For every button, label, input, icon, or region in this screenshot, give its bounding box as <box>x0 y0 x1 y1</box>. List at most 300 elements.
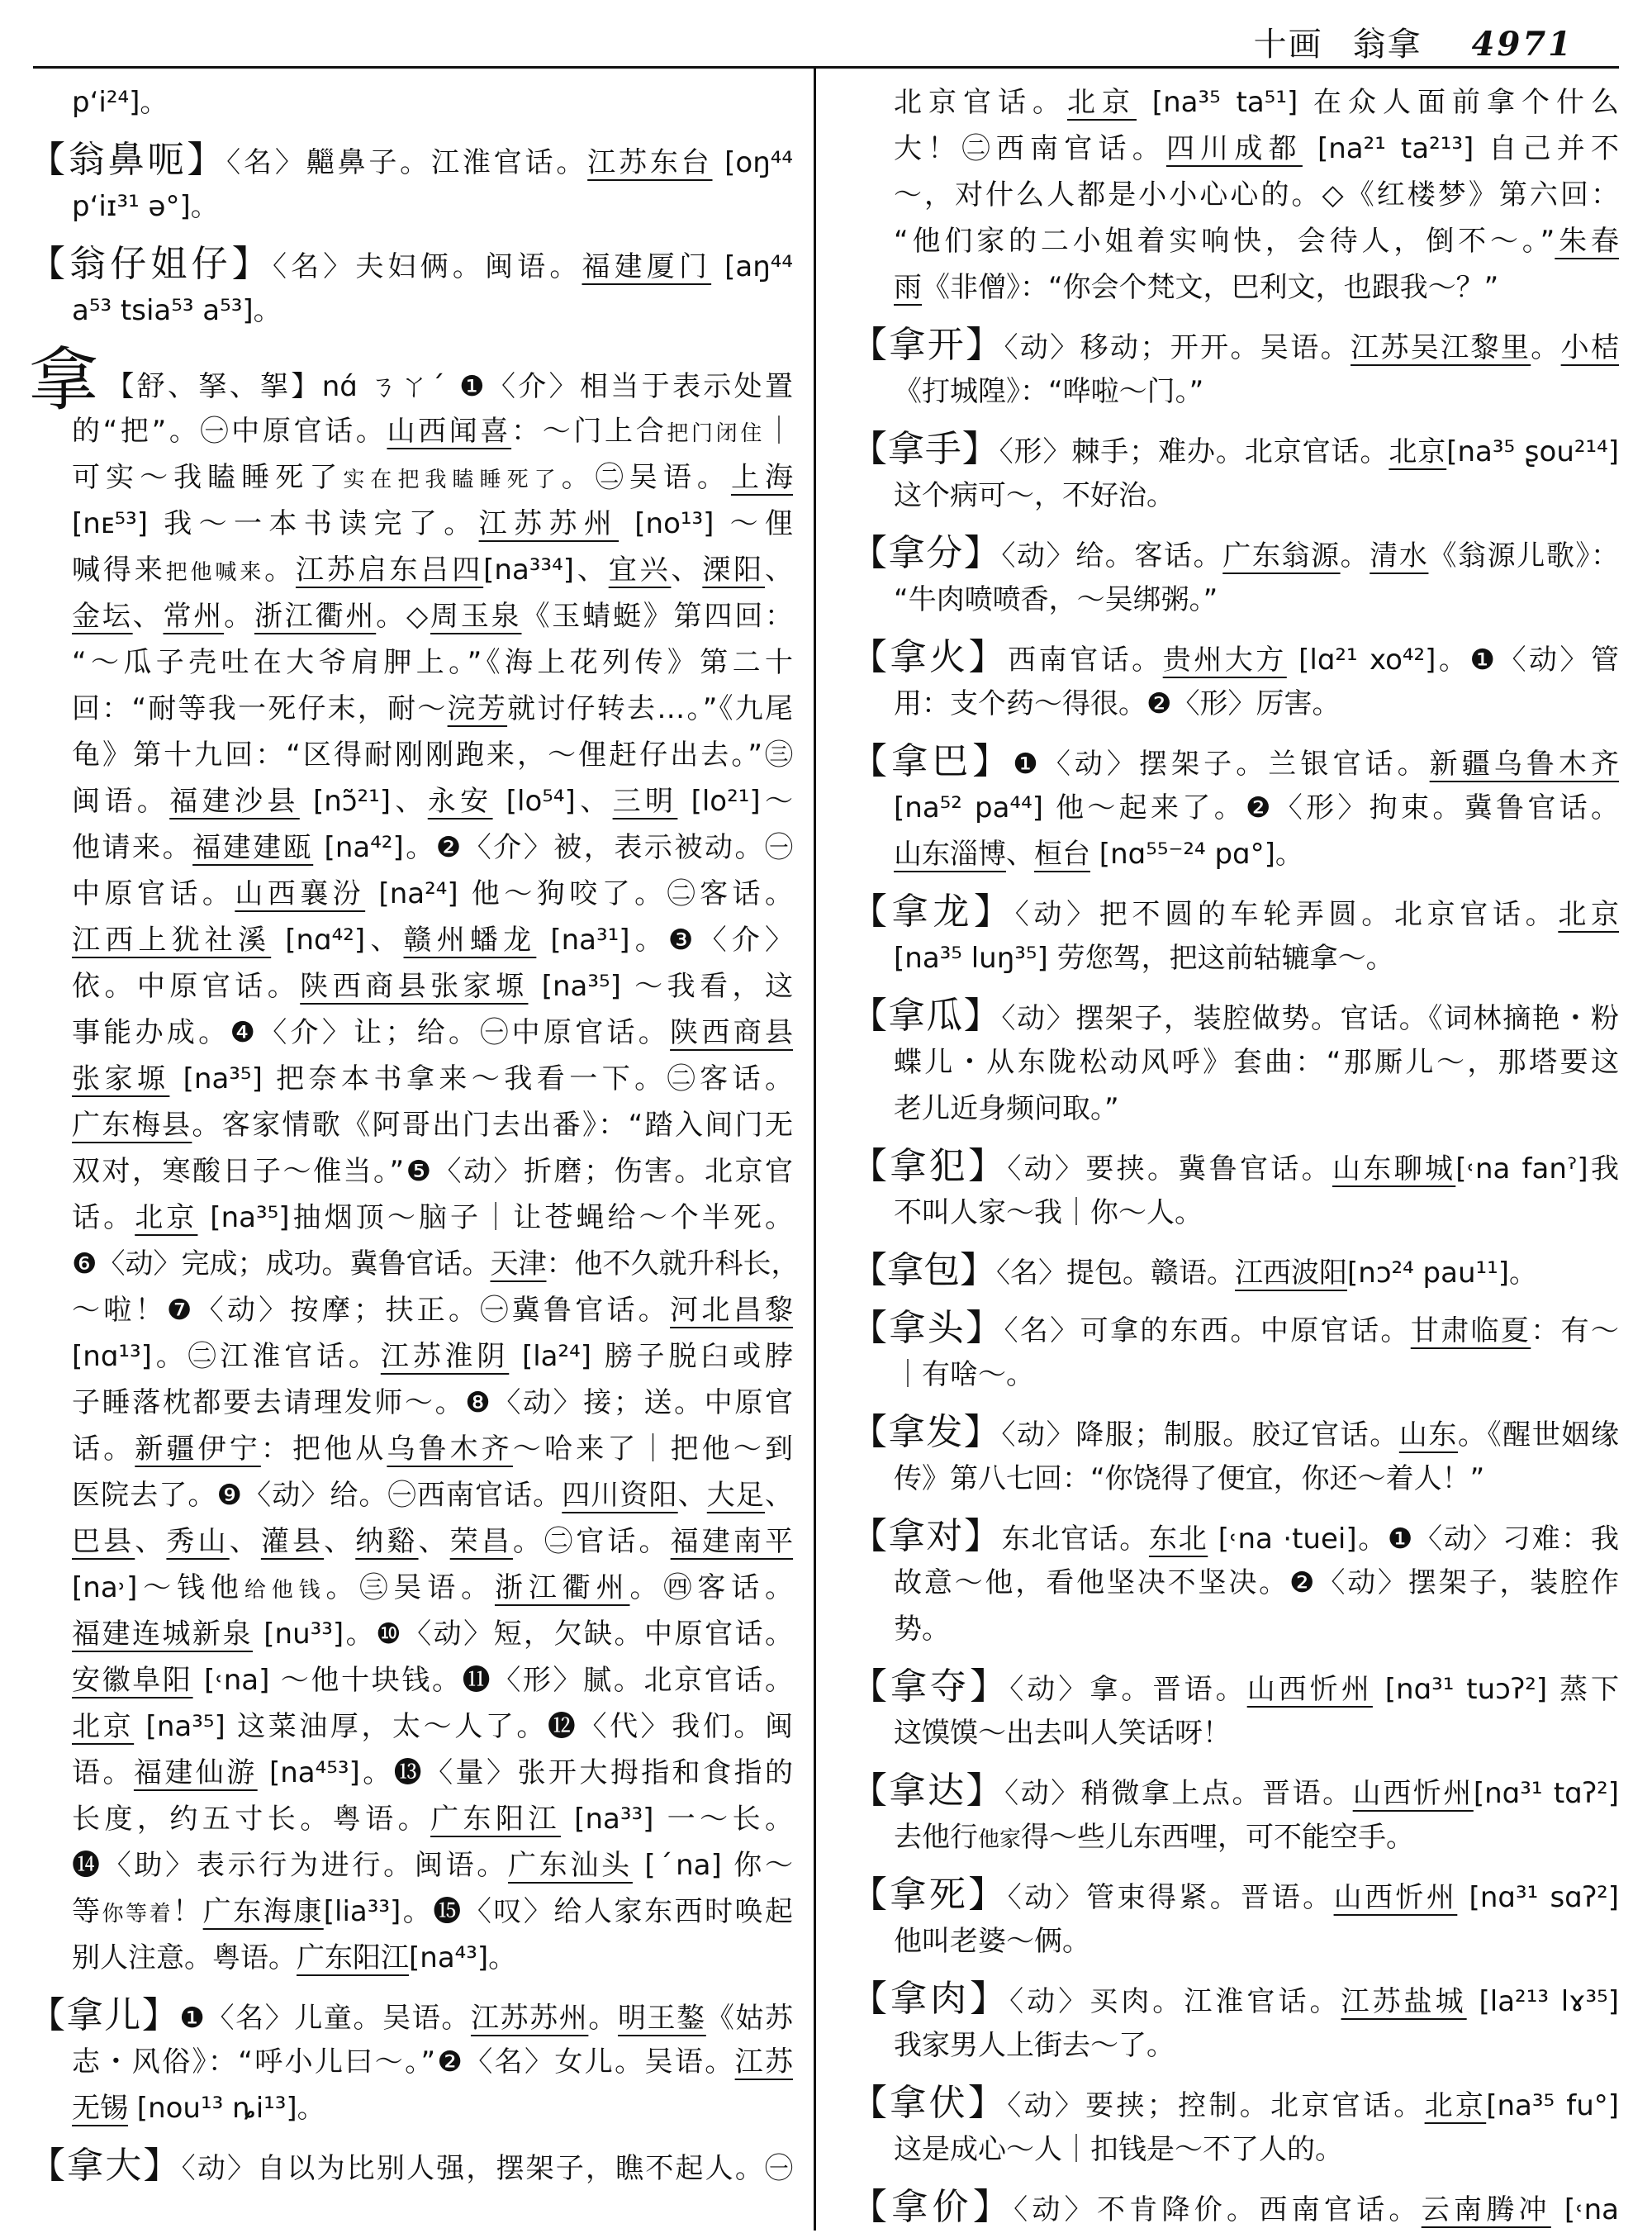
place-name: 溧阳 <box>702 553 766 587</box>
text-segment: 《姑苏 <box>705 2002 794 2035</box>
place-name: 山东 <box>1398 1418 1459 1451</box>
dictionary-entry <box>851 993 1619 1132</box>
text-segment: 子睡落枕都要去请理发师～。❽〈动〉接；送。中原官 <box>72 1386 793 1419</box>
text-segment: 的“把”。㊀中原官话。 <box>72 415 387 448</box>
text-segment: 他叫老婆～俩。 <box>894 1925 1090 1958</box>
text-segment: ❶〈动〉摆架子。兰银官话。 <box>1013 748 1430 781</box>
text-segment: 话。 <box>72 1432 135 1466</box>
entry-line <box>851 126 1619 172</box>
entry-line <box>29 1241 800 1287</box>
text-segment: ～，对什么人都是小小心心的。◇《红楼梦》第六回： <box>894 178 1619 211</box>
place-name: 明王鏊 <box>617 2002 706 2035</box>
text-segment: 〈动〉要挟；控制。北京官话。 <box>1007 2089 1425 2122</box>
text-segment: 《翁源儿歌》： <box>1428 539 1620 573</box>
place-name: 江苏盐城 <box>1341 1985 1467 2018</box>
entry-line <box>29 1750 793 1796</box>
text-segment: 。◇ <box>376 600 431 633</box>
entry-line <box>29 1518 793 1565</box>
text-segment: 去他行 <box>894 1821 978 1854</box>
place-name: 江西上犹社溪 <box>72 924 272 957</box>
entry-line <box>851 264 1619 311</box>
text-segment: 龟》第十九回：“区得耐刚刚跑来，～俚赶仔出去。”㊂ <box>72 739 793 772</box>
entry-line <box>29 639 793 686</box>
place-name: 河北昌黎 <box>670 1294 793 1327</box>
dictionary-entry <box>29 2143 793 2189</box>
entry-line <box>851 2184 1619 2231</box>
text-segment: [oŋ⁴⁴ <box>712 146 794 179</box>
place-name: 广东阳江 <box>297 1941 409 1974</box>
headword: 【拿肉】 <box>851 1978 1010 2020</box>
stroke-count-label: 十画 <box>1253 26 1323 64</box>
text-segment: “他们家的二小姐着实响快，会待人，倒不～。” <box>894 225 1555 258</box>
text-segment: 【舒、拏、挐】nɑ́ ㄋㄚˊ ❶〈介〉相当于表示处置 <box>106 370 793 403</box>
place-name: 福建仙游 <box>133 1756 258 1789</box>
entry-line <box>29 1056 793 1102</box>
headword: 【拿瓜】 <box>851 995 1002 1037</box>
headword: 【拿夺】 <box>851 1665 1010 1708</box>
place-name: 纳谿 <box>355 1525 419 1558</box>
text-segment: 这是成心～人｜扣钱是～不了人的。 <box>894 2133 1343 2166</box>
place-name: 山东聊城 <box>1332 1152 1456 1185</box>
entry-line <box>29 2085 793 2131</box>
dictionary-entry <box>851 634 1619 727</box>
place-name: 巴县 <box>72 1525 135 1558</box>
place-name: 山西襄汾 <box>235 877 366 910</box>
place-name: 福建南平 <box>670 1525 794 1558</box>
text-segment: 喊得来 <box>72 553 166 587</box>
place-name: 新疆伊宁 <box>135 1432 261 1466</box>
text-segment: 〈动〉管束得紧。晋语。 <box>1007 1881 1334 1914</box>
entry-line <box>851 322 1619 368</box>
place-name: 江苏 <box>734 2045 793 2079</box>
text-segment: ：他不久就升科长， <box>546 1247 800 1280</box>
text-segment: 〈动〉自以为比别人强，摆架子，瞧不起人。㊀ <box>181 2152 794 2185</box>
place-name: 周玉泉 <box>430 600 522 633</box>
headword: 【拿对】 <box>851 1515 1002 1557</box>
place-name: 广东汕头 <box>508 1849 633 1882</box>
entry-line <box>29 454 793 501</box>
place-name: 福建建瓯 <box>192 831 314 864</box>
place-name: 秀山 <box>166 1525 230 1558</box>
place-name: 江苏苏州 <box>478 507 620 540</box>
text-segment: [nu³³]。❿〈动〉短，欠缺。中原官话。 <box>252 1618 793 1651</box>
text-segment: 依。中原官话。 <box>72 970 301 1003</box>
place-name: 山西忻州 <box>1246 1673 1373 1706</box>
entry-line <box>29 593 793 639</box>
text-segment: [aŋ⁴⁴ <box>711 250 793 283</box>
entry-line <box>851 681 1619 727</box>
place-name: 清水 <box>1370 539 1429 573</box>
text-segment: 。客家情歌《阿哥出门去出番》：“踏入间门无 <box>192 1109 793 1142</box>
text-segment: 。 <box>264 553 296 587</box>
text-segment: [na³⁵] 把奈本书拿来～我看一下。㊁客话。 <box>169 1062 794 1095</box>
entry-line <box>851 1513 1619 1560</box>
place-name: 广东梅县 <box>72 1109 192 1142</box>
entry-line <box>851 1352 1619 1398</box>
dictionary-entry <box>29 340 800 1981</box>
text-segment: 。 <box>1340 539 1370 573</box>
text-segment: 、 <box>229 1525 261 1558</box>
place-name: 四川资阳 <box>562 1479 678 1512</box>
text-segment: 话。 <box>72 1201 135 1234</box>
text-segment: ｜有啥～。 <box>894 1358 1034 1391</box>
entry-line <box>851 935 1619 981</box>
text-segment: [na⁵² pa⁴⁴] 他～起来了。❷〈形〉拘束。冀鲁官话。 <box>894 791 1619 824</box>
text-segment: 这馍馍～出去叫人笑话呀！ <box>894 1717 1231 1750</box>
text-segment: [na²⁴] 他～狗咬了。㊁客话。 <box>365 877 794 910</box>
place-name: 北京 <box>135 1201 198 1234</box>
place-name: 江苏苏州 <box>470 2002 589 2035</box>
entry-line <box>851 1768 1619 1814</box>
gloss: 实在把我瞌睡死了 <box>343 468 562 492</box>
headword: 【拿达】 <box>851 1770 1005 1812</box>
entry-line <box>29 732 793 778</box>
entry-line <box>851 1606 1619 1652</box>
text-segment: [lɑ²¹ xo⁴²]。❶〈动〉管 <box>1286 644 1620 677</box>
entry-line <box>29 287 793 334</box>
place-name: 福建连城新泉 <box>72 1618 253 1651</box>
entry-line <box>29 137 793 183</box>
text-segment: [nᴇ⁵³] 我～一本书读完了。 <box>72 507 479 540</box>
text-segment: [lo²¹]～ <box>677 785 794 818</box>
place-name: 金坛 <box>72 600 133 633</box>
text-segment: 〈动〉不肯降价。西南官话。 <box>1014 2193 1422 2226</box>
entry-line <box>851 1039 1619 1086</box>
text-segment: [la²¹³ lɤ³⁵] <box>1466 1985 1620 2018</box>
entry-line <box>851 831 1619 877</box>
text-segment: 、 <box>132 600 164 633</box>
headword: 【拿发】 <box>851 1411 1002 1453</box>
entry-line <box>29 1148 793 1195</box>
right-column <box>851 79 1619 2231</box>
place-name: 赣州蟠龙 <box>403 924 537 957</box>
text-segment: [na˒]～钱他 <box>72 1571 244 1604</box>
text-segment: [na²¹ ta²¹³] 自己并不 <box>1302 132 1620 165</box>
headword: 【拿分】 <box>851 532 1002 574</box>
left-column <box>29 79 800 2189</box>
entry-line <box>851 889 1619 935</box>
place-name: 广东翁源 <box>1222 539 1341 573</box>
text-segment: 这个病可～，不好治。 <box>894 479 1175 512</box>
text-segment: 〈动〉买肉。江淮官话。 <box>1009 1985 1341 2018</box>
entry-line <box>29 2039 793 2085</box>
text-segment: 。㊂吴语。 <box>325 1571 495 1604</box>
entry-line <box>29 917 793 963</box>
place-name: 北京 <box>1389 435 1447 468</box>
place-name: 三明 <box>612 785 678 818</box>
place-name: 张家塬 <box>72 1062 170 1095</box>
gloss: 把门闭住 <box>667 421 765 446</box>
text-segment: 。《醒世姻缘 <box>1458 1418 1620 1451</box>
text-segment: “～瓜子壳吐在大爷肩胛上。”《海上花列传》第二十 <box>72 646 793 679</box>
text-segment: [˓na <box>1550 2193 1620 2226</box>
text-segment: 双对，寒酸日子～倠当。”❺〈动〉折磨；伤害。北京官 <box>72 1155 793 1188</box>
place-name: 桓台 <box>1034 838 1090 871</box>
place-name: 上海 <box>730 461 793 494</box>
text-segment: 。㊁吴语。 <box>561 461 731 494</box>
place-name: 大足 <box>706 1479 766 1512</box>
dictionary-entry <box>851 1513 1619 1652</box>
text-segment: 我家男人上街去～了。 <box>894 2029 1175 2062</box>
entry-line <box>851 172 1619 218</box>
headword: 【翁鼻呃】 <box>29 139 227 181</box>
entry-line <box>851 1664 1619 1710</box>
text-segment: 可实～我瞌睡死了 <box>72 461 344 494</box>
text-segment: 〈动〉稍微拿上点。晋语。 <box>1004 1777 1353 1810</box>
place-name: 四川成都 <box>1165 132 1303 165</box>
place-name: 江西波阳 <box>1235 1257 1347 1290</box>
column-divider <box>814 68 816 2231</box>
text-segment: 他请来。 <box>72 831 193 864</box>
entry-line <box>29 1565 793 1611</box>
place-name: 常州 <box>163 600 225 633</box>
entry-line <box>851 1143 1619 1190</box>
gloss: 给他钱 <box>244 1578 326 1603</box>
dictionary-entry <box>851 1872 1619 1965</box>
place-name: 天津 <box>490 1247 547 1280</box>
text-segment: ～啦！❼〈动〉按摩；扶正。㊀冀鲁官话。 <box>72 1294 671 1327</box>
text-segment: [nɔ̃²¹]、 <box>299 785 428 818</box>
entry-line <box>851 368 1619 415</box>
text-segment: [na³³⁴]、 <box>483 553 609 587</box>
text-segment: 〈名〉可拿的东西。中原官话。 <box>1004 1314 1411 1347</box>
text-segment: [˓na ·tuei]。❶〈动〉刁难：我 <box>1208 1523 1620 1556</box>
dictionary-entry <box>851 889 1619 981</box>
place-name: 甘肃临夏 <box>1410 1314 1531 1347</box>
dictionary-entry <box>851 530 1619 623</box>
entry-line <box>29 686 793 732</box>
entry-line <box>851 426 1619 473</box>
text-segment: 。 <box>1531 331 1561 364</box>
dictionary-entry <box>29 137 793 230</box>
text-segment: 势。 <box>894 1613 950 1646</box>
place-name: 东北 <box>1148 1523 1208 1556</box>
text-segment: 〈动〉移动；开开。吴语。 <box>1004 331 1351 364</box>
place-name: 永安 <box>427 785 493 818</box>
text-segment: 。㊁官话。 <box>512 1525 671 1558</box>
entry-line <box>851 993 1619 1039</box>
place-name: 北京 <box>1067 86 1137 119</box>
text-segment: [na³⁵ fu°] <box>1486 2089 1620 2122</box>
entry-line <box>851 2080 1619 2126</box>
text-segment: 。㊃客话。 <box>629 1571 794 1604</box>
text-segment: 老儿近身频问取。” <box>894 1092 1119 1125</box>
entry-line <box>29 547 793 593</box>
text-segment: [na³⁵] 这菜油厚，太～人了。⓬〈代〉我们。闽 <box>134 1710 793 1743</box>
text-segment: 传》第八七回：“你饶得了便宜，你还～着人！” <box>894 1462 1485 1495</box>
place-name: 江苏启东吕四 <box>295 553 484 587</box>
entry-line <box>29 340 793 420</box>
entry-line <box>29 1657 793 1703</box>
text-segment: 〈动〉要挟。冀鲁官话。 <box>1007 1152 1332 1185</box>
place-name: 福建沙县 <box>169 785 300 818</box>
entry-line <box>29 824 793 871</box>
entry-line <box>851 739 1619 785</box>
text-segment: 长度，约五寸长。粤语。 <box>72 1803 431 1836</box>
entry-line <box>29 1611 793 1657</box>
entry-line <box>29 2143 793 2189</box>
text-segment: p‘i²⁴]。 <box>72 86 169 119</box>
text-segment: [na⁴²]。❷〈介〉被，表示被动。㊀ <box>313 831 794 864</box>
entry-line <box>851 1409 1619 1456</box>
entry-line <box>29 1889 793 1935</box>
entry-line <box>851 79 1619 126</box>
place-name: 雨 <box>894 271 922 304</box>
dictionary-entry <box>851 79 1619 311</box>
text-segment: ！ <box>173 1895 203 1928</box>
entry-line <box>29 1102 793 1148</box>
place-name: 云南腾冲 <box>1421 2193 1551 2226</box>
entry-line <box>851 1814 1619 1860</box>
place-name: 北京 <box>1424 2089 1487 2122</box>
headword: 【拿火】 <box>851 636 1009 678</box>
entry-line <box>29 241 793 287</box>
entry-line <box>29 1380 793 1426</box>
entry-line <box>851 577 1619 623</box>
text-segment: ❻〈动〉完成；成功。冀鲁官话。 <box>72 1247 491 1280</box>
text-segment: 故意～他，看他坚决不坚决。❷〈动〉摆架子，装腔作 <box>894 1566 1619 1599</box>
text-segment: 。 <box>224 600 254 633</box>
text-segment: [˓na] ～他十块钱。⓫〈形〉腻。北京官话。 <box>192 1664 793 1697</box>
headword: 【翁仔姐仔】 <box>29 243 273 285</box>
text-segment: [lia³³]。⓯〈叹〉给人家东西时唤起 <box>323 1895 794 1928</box>
text-segment: 别人注意。粤语。 <box>72 1941 297 1974</box>
text-segment: a⁵³ tsia⁵³ a⁵³]。 <box>72 294 282 327</box>
place-name: 宜兴 <box>608 553 672 587</box>
text-segment: [nɔ²⁴ pau¹¹]。 <box>1347 1257 1538 1290</box>
text-segment: 、 <box>677 1479 707 1512</box>
text-segment: [na³³] 一～长。 <box>560 1803 793 1836</box>
text-segment: 、 <box>135 1525 167 1558</box>
entry-line <box>29 501 793 547</box>
headword: 【拿死】 <box>851 1874 1008 1916</box>
text-segment: 闽语。 <box>72 785 170 818</box>
text-segment: 志・风俗》：“呼小儿曰～。”❷〈名〉女儿。吴语。 <box>72 2045 735 2079</box>
entry-line <box>851 2126 1619 2173</box>
entry-line <box>851 1976 1619 2022</box>
text-segment: [˓na fanˀ]我 <box>1455 1152 1620 1185</box>
text-segment: 〈名〉齆鼻子。江淮官话。 <box>226 146 588 179</box>
entry-line <box>851 1247 1619 1294</box>
text-segment: 《打城隍》：“哗啦～门。” <box>894 375 1204 408</box>
dictionary-entry <box>851 1768 1619 1860</box>
text-segment: 回：“耐等我一死仔末，耐～ <box>72 692 448 725</box>
entry-line <box>29 963 793 1010</box>
entry-line <box>851 1190 1619 1236</box>
entry-line <box>29 871 793 917</box>
headword-range: 翁拿 <box>1352 26 1422 64</box>
text-segment: [nɑ¹³]。㊁江淮官话。 <box>72 1340 381 1373</box>
dictionary-entry <box>29 241 793 334</box>
entry-line <box>29 1703 793 1750</box>
text-segment: ：有～ <box>1531 1314 1619 1347</box>
entry-line <box>29 408 793 454</box>
place-name: 小桔 <box>1560 331 1619 364</box>
entry-line <box>29 183 793 230</box>
dictionary-entry <box>851 1409 1619 1502</box>
place-name: 贵州大方 <box>1162 644 1287 677</box>
text-segment: [na³⁵]抽烟顶～脑子｜让苍蝇给～个半死。 <box>197 1201 794 1234</box>
dictionary-entry <box>29 1993 793 2131</box>
text-segment: [nɑ³¹ tɑʔ²] <box>1473 1777 1620 1810</box>
text-segment: 用：支个药～得很。❷〈形〉厉害。 <box>894 687 1341 720</box>
headword: 【拿巴】 <box>851 740 1014 782</box>
text-segment: [na³⁵ ta⁵¹] 在众人面前拿个什么 <box>1137 86 1620 119</box>
text-segment: 〈动〉降服；制服。胶辽官话。 <box>1001 1418 1399 1451</box>
text-segment: [na³¹]。❸〈介〉 <box>536 924 794 957</box>
entry-line <box>851 473 1619 519</box>
place-name: 山西闻喜 <box>387 415 512 448</box>
text-segment: p‘iɪ³¹ ə°]。 <box>72 190 219 223</box>
entry-line <box>29 1935 793 1981</box>
text-segment: [nɑ³¹ tuɔʔ²] 蒸下 <box>1372 1673 1620 1706</box>
text-segment: ：～门上合 <box>511 415 667 448</box>
place-name: 广东海康 <box>202 1895 324 1928</box>
dictionary-entry <box>851 1664 1619 1756</box>
text-segment: 、 <box>671 553 703 587</box>
text-segment: 。 <box>588 2002 618 2035</box>
place-name: 浙江衢州 <box>254 600 377 633</box>
place-name: 北京 <box>72 1710 135 1743</box>
place-name: 江苏吴江黎里 <box>1351 331 1531 364</box>
headword: 【拿儿】 <box>29 1994 180 2036</box>
text-segment: [nɑ⁴²]、 <box>271 924 404 957</box>
entry-line <box>851 2022 1619 2069</box>
text-segment: 《玉蜻蜓》第四回： <box>521 600 794 633</box>
entry-line <box>29 79 793 126</box>
entry-line <box>851 1305 1619 1352</box>
text-segment: 等 <box>72 1895 102 1928</box>
entry-line <box>851 1560 1619 1606</box>
text-segment: 不叫人家～我｜你～人。 <box>894 1196 1203 1229</box>
text-segment: 《非僧》：“你会个梵文，巴利文，也跟我～？” <box>922 271 1499 304</box>
headword: 【拿龙】 <box>851 891 1015 933</box>
gloss: 把他喊来 <box>165 560 265 585</box>
text-segment: 、 <box>418 1525 450 1558</box>
text-segment: 语。 <box>72 1756 134 1789</box>
gloss: 他家 <box>978 1827 1022 1852</box>
text-segment: 就讨仔转去…。”《九尾 <box>507 692 793 725</box>
text-segment: ｜ <box>765 415 793 448</box>
text-segment: 北京官话。 <box>894 86 1067 119</box>
text-segment: [na³⁵ ʂou²¹⁴] <box>1446 435 1620 468</box>
dictionary-entry <box>851 1305 1619 1398</box>
entry-line <box>851 634 1619 681</box>
text-segment: 蝶儿・从东陇松动风呼》套曲：“那厮儿～，那塔要这 <box>894 1046 1619 1079</box>
dictionary-entry <box>851 2080 1619 2173</box>
entry-line <box>851 218 1619 264</box>
place-name: 江苏东台 <box>587 146 713 179</box>
text-segment: 中原官话。 <box>72 877 235 910</box>
text-segment: [nou¹³ ȵi¹³]。 <box>128 2092 325 2125</box>
headword: 【拿犯】 <box>851 1145 1008 1187</box>
text-segment: 得～些儿东西哩，可不能空手。 <box>1021 1821 1415 1854</box>
entry-line <box>851 1086 1619 1132</box>
text-segment: 、 <box>765 1479 794 1512</box>
entry-line <box>851 530 1619 577</box>
place-name: 山东淄博 <box>894 838 1006 871</box>
place-name: 安徽阜阳 <box>72 1664 193 1697</box>
entry-line <box>29 1195 793 1241</box>
text-segment: ～哈来了｜把他～到 <box>512 1432 794 1466</box>
text-segment: 、 <box>1006 838 1034 871</box>
entry-line <box>29 1842 793 1889</box>
dictionary-entry <box>851 1976 1619 2069</box>
place-name: 朱春 <box>1555 225 1619 258</box>
entry-line <box>851 1918 1619 1965</box>
text-segment: 〈形〉棘手；难办。北京官话。 <box>999 435 1389 468</box>
text-segment: 、 <box>324 1525 356 1558</box>
